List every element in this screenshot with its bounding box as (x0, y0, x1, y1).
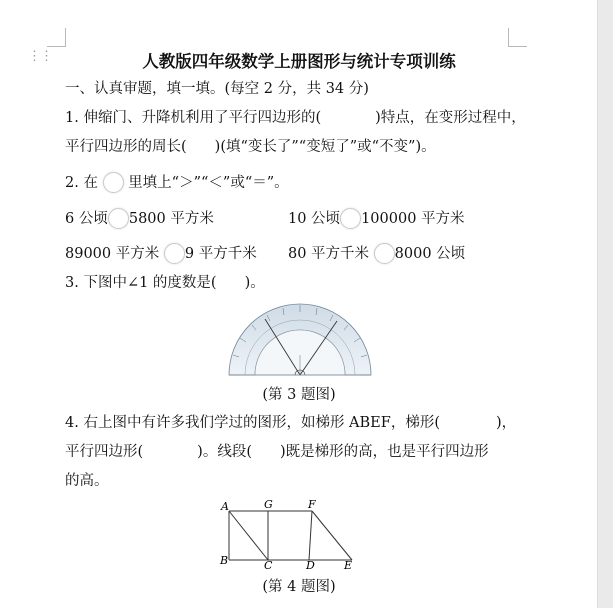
point-label-c: C (264, 559, 273, 572)
q1-line2: 平行四边形的周长( )(填“变长了”“变短了”或“不变”)。 (65, 139, 436, 155)
document-title: 人教版四年级数学上册图形与统计专项训练 (142, 52, 456, 71)
section-heading: 一、认真审题，填一填。(每空 2 分，共 34 分) (65, 81, 369, 97)
answer-circle-4[interactable] (374, 243, 395, 264)
trapezoid-figure (212, 497, 362, 572)
q2-row2-right: 80 平方千米 8000 公顷 (288, 243, 465, 264)
q1-line1: 1. 伸缩门、升降机利用了平行四边形的( )特点，在变形过程中， (65, 110, 526, 126)
protractor-figure (225, 303, 375, 379)
answer-circle-2[interactable] (340, 208, 361, 229)
q2-intro: 2. 在 里填上“＞”“＜”或“＝”。 (65, 172, 289, 193)
answer-circle-3[interactable] (164, 243, 185, 264)
q4-line2: 平行四边形( )。线段( )既是梯形的高，也是平行四边形 (65, 444, 489, 460)
q4-line1: 4. 右上图中有许多我们学过的图形，如梯形 ABEF，梯形( )， (65, 415, 517, 431)
margin-corner-top-left (47, 28, 66, 47)
vertical-scrollbar[interactable] (597, 0, 613, 608)
q3-caption: (第 3 题图) (262, 387, 336, 403)
answer-circle-1[interactable] (108, 208, 129, 229)
margin-corner-top-right (508, 28, 527, 47)
drag-handle-icon[interactable]: ⋮⋮ (28, 49, 52, 64)
q4-caption: (第 4 题图) (262, 579, 336, 595)
point-label-d: D (306, 559, 315, 572)
point-label-f: F (308, 498, 316, 511)
point-label-b: B (220, 554, 229, 567)
q3-text: 3. 下图中∠1 的度数是( )。 (65, 275, 265, 291)
point-label-e: E (344, 559, 353, 572)
point-label-a: A (221, 500, 229, 513)
q2-row1-left: 6 公顷 5800 平方米 (65, 208, 214, 229)
q2-row1-right: 10 公顷 100000 平方米 (288, 208, 465, 229)
point-label-g: G (264, 498, 273, 511)
q4-line3: 的高。 (65, 473, 109, 489)
q2-row2-left: 89000 平方米 9 平方千米 (65, 243, 257, 264)
compare-circle-icon (103, 172, 124, 193)
